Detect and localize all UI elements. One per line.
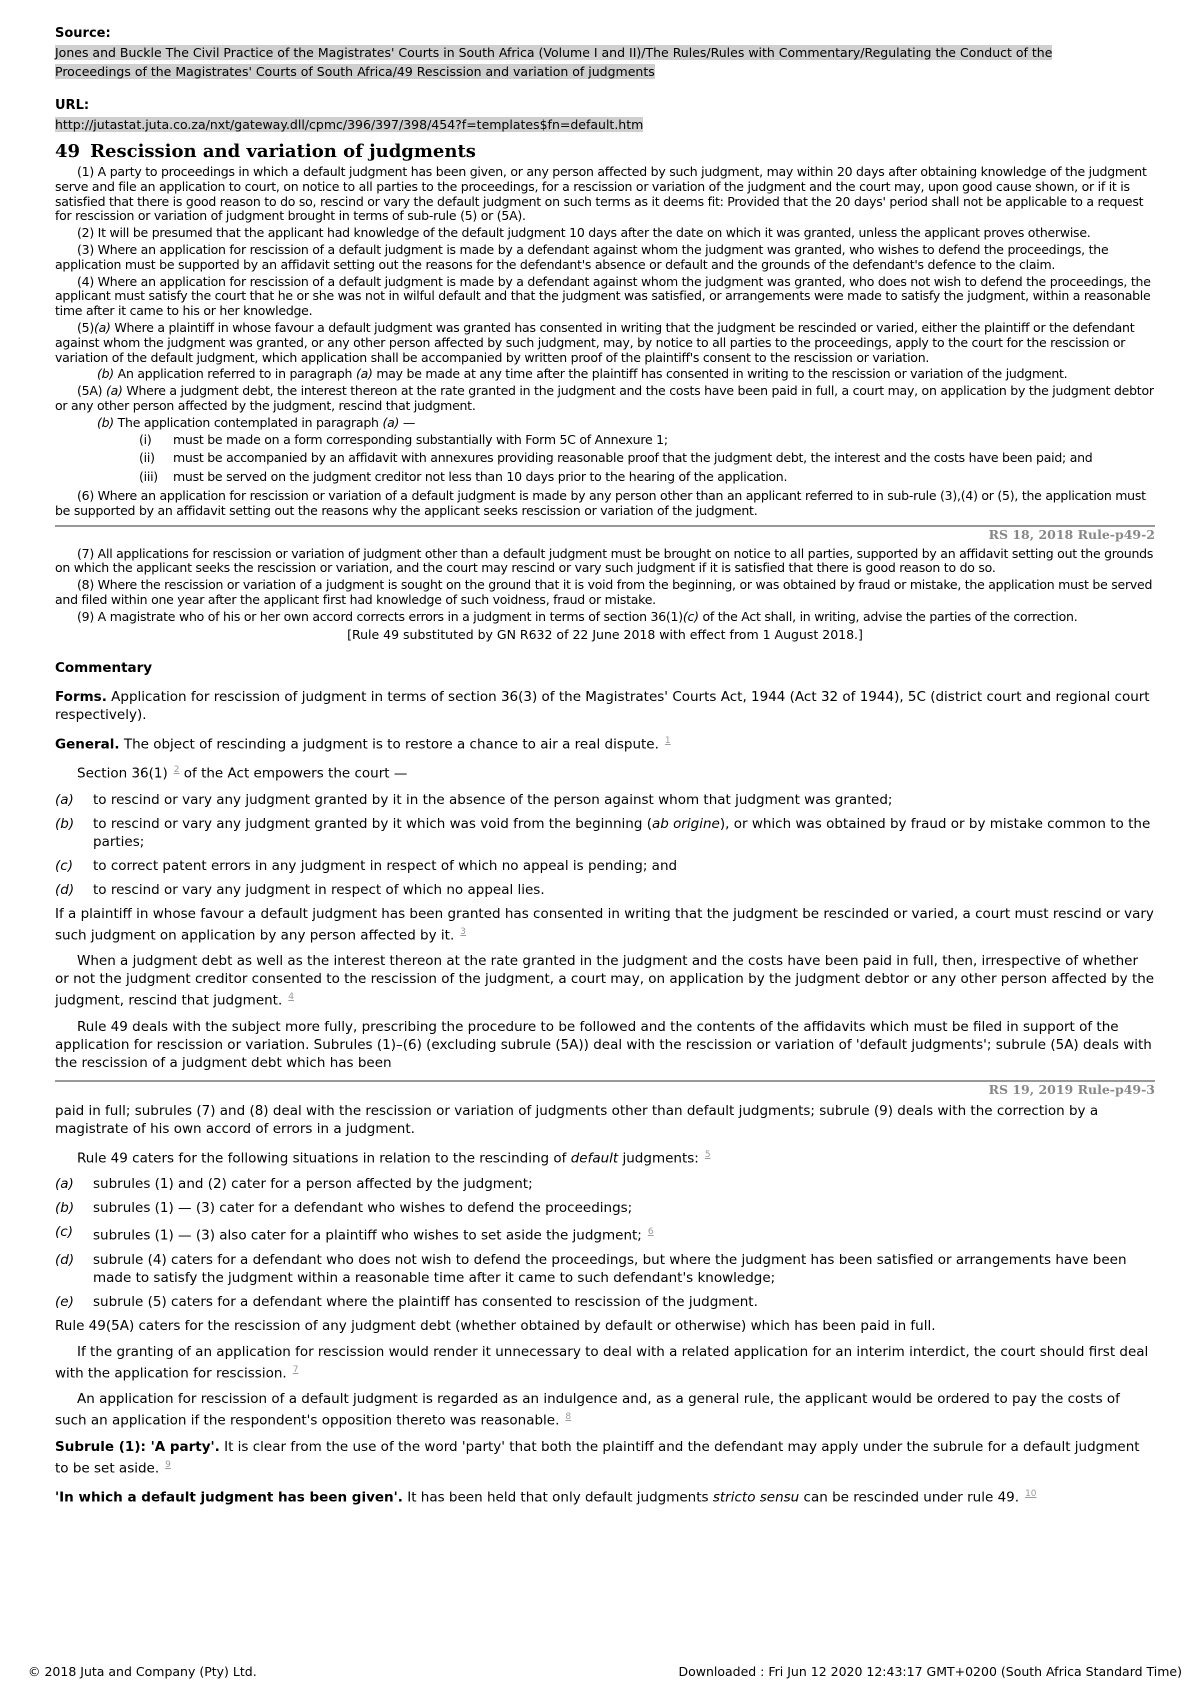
rule-title: Rescission and variation of judgments [90,141,476,162]
subrule-9: (9) A magistrate who of his or her own accord corrects errors in a judgment in terms of section 36(1)(c) of the Act shall, in writing, advise the parties of the correction. [77,608,1078,624]
footnote-link[interactable]: 1 [664,735,671,746]
judgment-debt-paragraph: When a judgment debt as well as the interest thereon at the rate granted in the judgment and the costs have been paid in full, then, irrespective of whether or not the judgment creditor consented to the rescission of the judgment, a court may, on application by the judgment debtor or any other person affected by the judgment, rescind that judgment. $^4$ [55,953,1155,1009]
footnote-link[interactable]: 9 [165,1459,171,1470]
commentary-heading: Commentary [55,659,153,676]
list-item: (b) subrules (1) — (3) cater for a defendant who wishes to defend the proceedings; [55,1200,633,1217]
subrule-8: (8) Where the rescission or variation of a judgment is sought on the ground that it is void from the beginning, or was obtained by fraud or mistake, the application must be served and filed within one year after the applicant first had knowledge of such voidness, fraud or mistake. [55,577,1153,607]
url-link[interactable]: http://jutastat.juta.co.za/nxt/gateway.dll/cpmc/396/397/398/454?f=templates$fn=default.htm [55,117,644,132]
interdict-paragraph: If the granting of an application for rescission would render it unnecessary to deal with a related application for an interim interdict, the court should first deal with the application for rescission. $^7$ [55,1343,1149,1382]
subrule-5A-a: (5A) (a) Where a judgment debt, the interest thereon at the rate granted in the judgment and the costs have been paid in full, a court may, on application by the judgment debtor or any other person affected by the judgment, rescind that judgment. [55,383,1154,413]
subrule-7: (7) All applications for rescission or variation of judgment other than a default judgment must be brought on notice to all parties, supported by an affidavit setting out the grounds on which the applicant seeks the rescission or variation, and the court may rescind or vary such judgment if it is satisfied that there is good reason to do so. [55,545,1154,576]
rule-5A-paragraph: Rule 49(5A) caters for the rescission of any judgment debt (whether obtained by default or otherwise) which has been paid in full. [55,1317,936,1334]
general-paragraph: General. The object of rescinding a judgment is to restore a chance to air a real dispute. $^1$ [55,735,671,753]
footnote-link[interactable]: 5 [704,1149,711,1160]
subrule-5A-b: (b) The application contemplated in paragraph (a) — [97,414,416,430]
subrule-3: (3) Where an application for rescission of a default judgment is made by a defendant against whom the judgment was granted, who wishes to defend the proceedings, the application must be supported by an affidavit setting out the reasons for the defendant's absence or default and the grounds of the defendant's defence to the claim. [55,241,1109,272]
rule-49-paragraph: Rule 49 deals with the subject more fully, prescribing the procedure to be followed and the contents of the affidavits which must be filed in support of the application for rescission or variation. Subrules (1)–(6) (excluding subrule (5A)) deal with the rescission or variation of 'default judgments'; subrule (5A) deals with the rescission of a judgment debt which has been [55,1018,1152,1071]
rule-number: 49 [55,141,81,162]
plaintiff-paragraph: If a plaintiff in whose favour a default judgment has been granted has consented in writing that the judgment be rescinded or varied, a court must rescind or vary such judgment on application by any person affected by it. $^3$ [55,905,1154,944]
footnote-link[interactable]: 10 [1025,1489,1037,1500]
footnote-link[interactable]: 2 [173,765,180,776]
footnote-link[interactable]: 4 [288,992,294,1003]
footnote-link[interactable]: 6 [647,1227,654,1238]
subrule-1-commentary: Subrule (1): 'A party'. It is clear from the use of the word 'party' that both the plaintiff and the defendant may apply under the subrule for a default judgment to be set aside. $^9$ [55,1438,1140,1477]
list-item: (c) subrules (1) — (3) also cater for a plaintiff who wishes to set aside the judgment; $^6$ [55,1224,654,1244]
page-reference: RS 19, 2019 Rule-p49-3 [988,1081,1155,1097]
substitution-note: [Rule 49 substituted by GN R632 of 22 June 2018 with effect from 1 August 2018.] [347,626,863,642]
list-item: (ii) must be accompanied by an affidavit with annexures providing reasonable proof that the judgment debt, the interest and the costs have been paid; and [139,450,1093,466]
rule-heading [55,141,1155,162]
list-item: (d) to rescind or vary any judgment in respect of which no appeal lies. [55,881,545,898]
subrule-5a: (5)(a) Where a plaintiff in whose favour a default judgment was granted has consented in writing that the judgment be rescinded or varied, either the plaintiff or the defendant against whom the judgment was granted, or any other person affected by such judgment, may, by notice to all parties to the proceedings, apply to the court for the rescission or variation of the default judgment, which application shall be accompanied by written proof of the plaintiff's consent to the rescission or variation. [55,319,1135,365]
list-item: (c) to correct patent errors in any judgment in respect of which no appeal is pending; and [55,857,678,874]
subrule-5b: (b) An application referred to in paragraph (a) may be made at any time after the plaintiff has consented in writing to the rescission or variation of the judgment. [97,366,1068,382]
list-item: (e) subrule (5) caters for a defendant where the plaintiff has consented to rescission of the judgment. [55,1293,758,1310]
source-text: Jones and Buckle The Civil Practice of the Magistrates' Courts in South Africa (Volume I and II)/The Rules/Rules with Commentary/Regulating the Conduct of the Proceedings of the Magistrates' Courts of South Africa/49 Rescission and variation of judgments [55,45,1053,79]
forms-paragraph: Forms. Application for rescission of judgment in terms of section 36(3) of the Magistrates' Courts Act, 1944 (Act 32 of 1944), 5C (district court and regional court respectively). [55,688,1150,723]
footnote-link[interactable]: 8 [565,1412,572,1423]
source-label: Source: [55,26,111,41]
copyright-footer: © 2018 Juta and Company (Pty) Ltd. [28,1664,257,1679]
page-reference: RS 18, 2018 Rule-p49-2 [988,526,1155,542]
subrule-2: (2) It will be presumed that the applicant had knowledge of the default judgment 10 days after the date on which it was granted, unless the applicant proves otherwise. [77,225,1091,241]
footnote-link[interactable]: 7 [292,1364,299,1375]
caters-paragraph: Rule 49 caters for the following situations in relation to the rescinding of default judgments: $^5$ [77,1149,711,1167]
continued-paragraph: paid in full; subrules (7) and (8) deal with the rescission or variation of judgments other than default judgments; subrule (9) deals with the correction by a magistrate of his own accord of errors in a judgment. [55,1102,1099,1137]
list-item: (d) subrule (4) caters for a defendant who does not wish to defend the proceedings, but where the judgment has been satisfied or arrangements have been made to satisfy the judgment within a reasonable time after it came to such defendant's knowledge; [55,1251,1127,1286]
footnote-link[interactable]: 3 [460,926,466,937]
document-page [55,26,1155,1515]
default-judgment-commentary: 'In which a default judgment has been given'. It has been held that only default judgments stricto sensu can be rescinded under rule 49. $^{10}$ [55,1489,1037,1506]
list-item: (i) must be made on a form corresponding substantially with Form 5C of Annexure 1; [139,431,668,447]
download-timestamp: Downloaded : Fri Jun 12 2020 12:43:17 GMT+0200 (South Africa Standard Time) [678,1664,1182,1679]
subrule-4: (4) Where an application for rescission of a default judgment is made by a defendant against whom the judgment was granted, who does not wish to defend the proceedings, the applicant must satisfy the court that he or she was not in wilful default and that the judgment was satisfied, or arrangements were made to satisfy the judgment, within a reasonable time after it came to his or her knowledge. [55,273,1151,319]
subrule-1: (1) A party to proceedings in which a default judgment has been given, or any person affected by such judgment, may within 20 days after obtaining knowledge of the judgment serve and file an application to court, on notice to all parties to the proceedings, for a rescission or variation of the judgment and the court may, upon good cause shown, or if it is satisfied that there is good reason to do so, rescind or vary the default judgment on such terms as it deems fit: Provided that the 20 days' period shall not be applicable to a request for rescission or variation of judgment brought in terms of sub-rule (5) or (5A). [55,164,1147,224]
list-item: (a) to rescind or vary any judgment granted by it in the absence of the person against whom that judgment was granted; [55,791,893,808]
list-item: (b) to rescind or vary any judgment granted by it which was void from the beginning (ab origine), or which was obtained by fraud or by mistake common to the parties; [55,815,1151,850]
subrule-6: (6) Where an application for rescission or variation of a default judgment is made by any person other than an applicant referred to in sub-rule (3),(4) or (5), the application must be supported by an affidavit setting out the reasons why the applicant seeks rescission or variation of the judgment. [55,487,1146,518]
url-label: URL: [55,98,90,113]
list-item: (a) subrules (1) and (2) cater for a person affected by the judgment; [55,1176,533,1193]
section-36-paragraph: Section 36(1) $^2$ of the Act empowers the court — [77,765,408,782]
list-item: (iii) must be served on the judgment creditor not less than 10 days prior to the hearing of the application. [139,469,788,485]
indulgence-paragraph: An application for rescission of a default judgment is regarded as an indulgence and, as a general rule, the applicant would be ordered to pay the costs of such an application if the respondent's opposition thereto was reasonable. $^8$ [55,1391,1120,1429]
